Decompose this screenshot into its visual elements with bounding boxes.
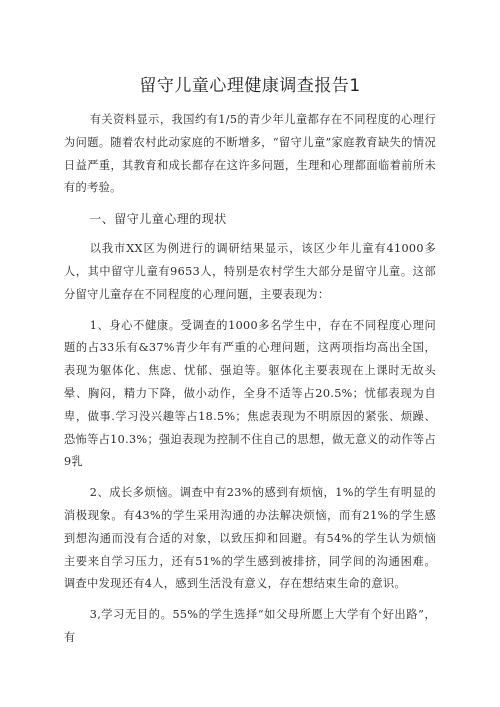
list-item-growth-troubles: 2、成长多烦恼。调查中有23%的感到有烦恼，1%的学生有明显的消极现象。有43%的学生采用沟通的办法解决烦恼，而有21%的学生感到想沟通而没有合适的对象，以致压抑和回避。有54%的学生认为烦恼主要来自学习压力，还有51%的学生感到被排挤，同学间的沟通困难。调查中发现还有4人，感到生活没有意义，存在想结束生命的意识。 [64,486,436,591]
section-paragraph-survey: 以我市XX区为例进行的调研结果显示，该区少年儿童有41000多人，其中留守儿童有9653人，特别是农村学生大部分是留守儿童。这部分留守儿童存在不同程度的心理问题，主要表现为： [64,242,436,301]
section-heading-current-status: 一、留守儿童心理的现状 [89,212,227,227]
intro-paragraph: 有关资料显示，我国约有1/5的青少年儿童都存在不同程度的心理行为问题。随着农村此动家庭的不断增多，“留守儿童”家庭教育缺失的情况日益严重，其教育和成长都存在这许多问题，生理和心理都面临着前所未有的考验。 [64,113,436,195]
list-item-physical-mental-health: 1、身心不健康。受调查的1000多名学生中，存在不同程度心理问题的占33乐有&37%青少年有严重的心理问题，这两项指均高出全国，表现为躯体化、焦虑、忧郁、强迫等。躯体化主要表现在上课时无故头晕、胸闷，精力下降，做小动作，全身不适等占20.5%；忧郁表现为自卑，做事.学习没兴趣等占18.5%；焦虑表现为不明原因的紧张、烦躁、恐怖等占10.3%；强迫表现为控制不住自己的思想，做无意义的动作等占9乳 [64,318,436,469]
document-title: 留守儿童心理健康调查报告1 [139,76,361,96]
list-item-learning-aimless: 3,学习无目的。55%的学生选择“如父母所愿上大学有个好出路”，有 [64,608,436,644]
